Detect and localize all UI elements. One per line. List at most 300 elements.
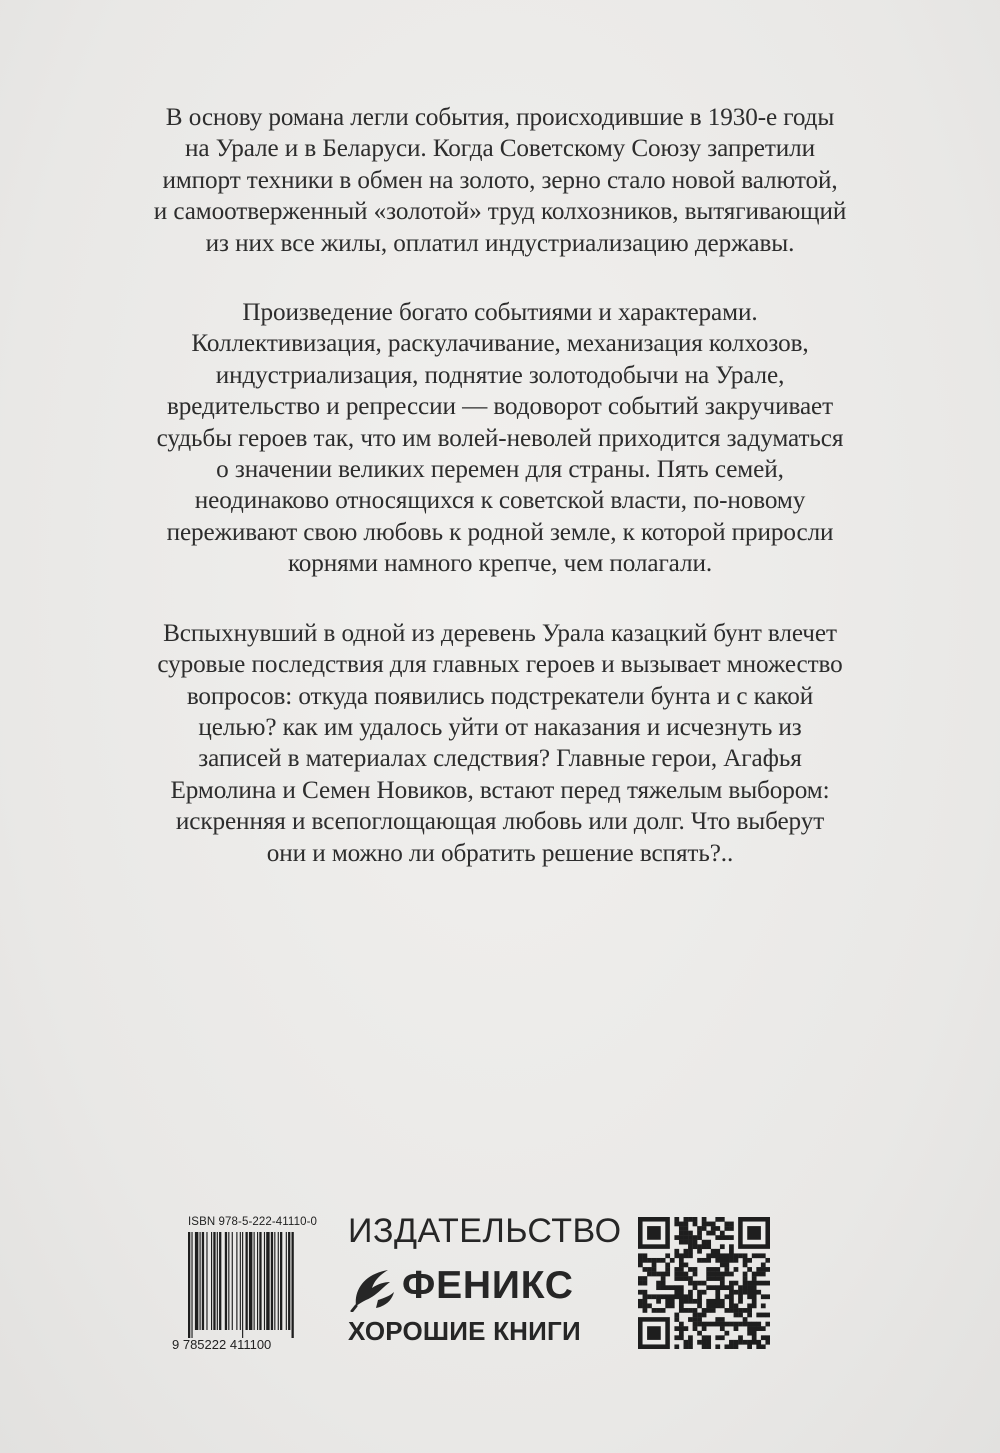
qr-module xyxy=(715,1290,720,1295)
qr-module xyxy=(752,1272,757,1277)
qr-module xyxy=(761,1281,766,1286)
barcode-bar xyxy=(200,1232,201,1330)
qr-module xyxy=(679,1226,684,1231)
qr-module xyxy=(720,1276,725,1281)
qr-module xyxy=(643,1294,648,1299)
qr-module xyxy=(720,1231,725,1236)
qr-module xyxy=(743,1322,748,1327)
qr-module xyxy=(679,1294,684,1299)
qr-module xyxy=(702,1335,707,1340)
qr-module xyxy=(684,1326,689,1331)
qr-module xyxy=(684,1308,689,1313)
qr-module xyxy=(652,1272,657,1277)
qr-module xyxy=(643,1308,648,1313)
qr-module xyxy=(697,1281,702,1286)
qr-module xyxy=(720,1326,725,1331)
qr-module xyxy=(674,1267,679,1272)
barcode-bar xyxy=(195,1232,198,1330)
qr-module xyxy=(688,1299,693,1304)
qr-module xyxy=(652,1267,657,1272)
qr-module xyxy=(684,1340,689,1345)
qr-module xyxy=(679,1335,684,1340)
qr-module xyxy=(743,1340,748,1345)
qr-module xyxy=(734,1253,739,1258)
barcode-bar xyxy=(249,1232,252,1330)
qr-module xyxy=(734,1267,739,1272)
qr-module xyxy=(724,1272,729,1277)
qr-module xyxy=(697,1294,702,1299)
qr-module xyxy=(693,1272,698,1277)
qr-module xyxy=(729,1294,734,1299)
qr-module xyxy=(688,1276,693,1281)
qr-module xyxy=(679,1276,684,1281)
qr-module xyxy=(734,1322,739,1327)
qr-module xyxy=(670,1258,675,1263)
qr-module xyxy=(706,1285,711,1290)
qr-module xyxy=(665,1303,670,1308)
qr-module xyxy=(652,1258,657,1263)
qr-module xyxy=(656,1294,661,1299)
blurb-text xyxy=(80,102,920,907)
qr-module xyxy=(734,1281,739,1286)
qr-module xyxy=(674,1235,679,1240)
qr-module xyxy=(652,1294,657,1299)
qr-module xyxy=(711,1267,716,1272)
qr-module xyxy=(684,1222,689,1227)
qr-module xyxy=(765,1267,770,1272)
qr-module xyxy=(734,1340,739,1345)
qr-module xyxy=(702,1290,707,1295)
qr-module xyxy=(711,1303,716,1308)
blurb-line: В основу романа легли события, происходившие в 1930-е годы xyxy=(165,104,835,131)
qr-module xyxy=(656,1299,661,1304)
barcode-bar xyxy=(206,1232,207,1330)
qr-module xyxy=(665,1267,670,1272)
publisher-name-row xyxy=(348,1262,630,1312)
qr-module xyxy=(706,1258,711,1263)
qr-module xyxy=(679,1322,684,1327)
qr-module xyxy=(693,1267,698,1272)
blurb-line: записей в материалах следствия? Главные герои, Агафья xyxy=(198,745,802,773)
qr-module xyxy=(661,1272,666,1277)
qr-module xyxy=(729,1322,734,1327)
qr-module xyxy=(720,1235,725,1240)
qr-module xyxy=(738,1322,743,1327)
qr-module xyxy=(706,1231,711,1236)
qr-module xyxy=(724,1294,729,1299)
qr-module xyxy=(724,1263,729,1268)
qr-module xyxy=(706,1222,711,1227)
qr-module xyxy=(752,1290,757,1295)
qr-module xyxy=(752,1281,757,1286)
qr-module xyxy=(652,1308,657,1313)
qr-module xyxy=(688,1235,693,1240)
qr-module xyxy=(738,1253,743,1258)
barcode-bar xyxy=(225,1232,227,1330)
qr-module xyxy=(752,1276,757,1281)
barcode-bar xyxy=(274,1232,275,1330)
barcode-bar xyxy=(246,1232,248,1330)
qr-module xyxy=(724,1331,729,1336)
blurb-line: целью? как им удалось уйти от наказания и исчезнуть из xyxy=(198,713,802,741)
qr-finder-core xyxy=(647,1226,661,1240)
qr-module xyxy=(715,1217,720,1222)
qr-module xyxy=(706,1308,711,1313)
qr-module xyxy=(734,1290,739,1295)
qr-module xyxy=(638,1281,643,1286)
qr-module xyxy=(747,1281,752,1286)
qr-module xyxy=(679,1326,684,1331)
blurb-line: судьбы героев так, что им волей-неволей приходится задуматься xyxy=(156,424,844,452)
qr-module xyxy=(734,1344,739,1349)
qr-module xyxy=(729,1222,734,1227)
qr-module xyxy=(715,1249,720,1254)
qr-code-icon xyxy=(638,1217,770,1349)
blurb-line: вредительство и репрессии — водоворот событий закручивает xyxy=(166,393,834,421)
barcode-bars xyxy=(188,1232,334,1338)
qr-module xyxy=(711,1231,716,1236)
qr-module xyxy=(756,1322,761,1327)
qr-module xyxy=(661,1258,666,1263)
qr-module xyxy=(697,1299,702,1304)
qr-module xyxy=(643,1276,648,1281)
qr-module xyxy=(688,1340,693,1345)
qr-module xyxy=(688,1308,693,1313)
qr-module xyxy=(661,1281,666,1286)
blurb-line: Вспыхнувший в одной из деревень Урала казацкий бунт влечет xyxy=(163,619,837,647)
qr-module xyxy=(679,1290,684,1295)
qr-module xyxy=(688,1344,693,1349)
qr-module xyxy=(684,1240,689,1245)
qr-module xyxy=(729,1285,734,1290)
qr-module xyxy=(711,1222,716,1227)
qr-module xyxy=(743,1276,748,1281)
blurb-paragraph xyxy=(80,618,920,869)
qr-module xyxy=(674,1217,679,1222)
qr-module xyxy=(638,1303,643,1308)
qr-module xyxy=(688,1290,693,1295)
qr-module xyxy=(729,1344,734,1349)
qr-module xyxy=(693,1322,698,1327)
qr-module xyxy=(711,1308,716,1313)
qr-module xyxy=(702,1340,707,1345)
qr-module xyxy=(715,1285,720,1290)
qr-module xyxy=(738,1340,743,1345)
blurb-line: корнями намного крепче, чем полагали. xyxy=(287,550,713,578)
qr-module xyxy=(715,1253,720,1258)
qr-module xyxy=(752,1326,757,1331)
barcode-bar xyxy=(264,1232,265,1330)
qr-module xyxy=(720,1217,725,1222)
qr-module xyxy=(665,1299,670,1304)
qr-module xyxy=(711,1272,716,1277)
qr-module xyxy=(706,1303,711,1308)
qr-module xyxy=(684,1235,689,1240)
qr-module xyxy=(693,1240,698,1245)
blurb-line: Коллективизация, раскулачивание, механизация колхозов, xyxy=(191,330,809,358)
qr-module xyxy=(684,1253,689,1258)
qr-module xyxy=(693,1313,698,1318)
qr-module xyxy=(765,1294,770,1299)
qr-module xyxy=(670,1303,675,1308)
qr-module xyxy=(761,1263,766,1268)
qr-module xyxy=(693,1326,698,1331)
isbn-label: ISBN 978-5-222-41110-0 xyxy=(188,1216,317,1228)
qr-module xyxy=(670,1299,675,1304)
qr-module xyxy=(738,1294,743,1299)
qr-module xyxy=(679,1235,684,1240)
qr-module xyxy=(752,1335,757,1340)
qr-module xyxy=(756,1290,761,1295)
barcode-bar xyxy=(191,1232,192,1338)
qr-module xyxy=(647,1258,652,1263)
qr-module xyxy=(706,1335,711,1340)
publisher-line1: ИЗДАТЕЛЬСТВО xyxy=(348,1212,622,1250)
qr-module xyxy=(715,1344,720,1349)
qr-module xyxy=(684,1226,689,1231)
qr-module xyxy=(724,1235,729,1240)
qr-module xyxy=(674,1313,679,1318)
isbn-barcode xyxy=(172,1216,334,1352)
publisher-name: ФЕНИКС xyxy=(402,1264,574,1307)
qr-module xyxy=(752,1303,757,1308)
barcode-bar xyxy=(278,1232,279,1330)
qr-module xyxy=(688,1217,693,1222)
barcode-bar xyxy=(213,1232,215,1330)
qr-module xyxy=(738,1290,743,1295)
qr-module xyxy=(765,1340,770,1345)
qr-module xyxy=(715,1317,720,1322)
qr-module xyxy=(688,1267,693,1272)
qr-module xyxy=(697,1317,702,1322)
qr-module xyxy=(702,1217,707,1222)
qr-module xyxy=(684,1344,689,1349)
barcode-bar xyxy=(202,1232,204,1330)
qr-module xyxy=(688,1294,693,1299)
qr-module xyxy=(752,1299,757,1304)
qr-module xyxy=(693,1285,698,1290)
qr-module xyxy=(720,1317,725,1322)
qr-module xyxy=(679,1308,684,1313)
qr-module xyxy=(679,1331,684,1336)
qr-module xyxy=(761,1335,766,1340)
qr-module xyxy=(724,1222,729,1227)
qr-module xyxy=(706,1267,711,1272)
qr-module xyxy=(734,1308,739,1313)
qr-module xyxy=(711,1276,716,1281)
qr-module xyxy=(638,1263,643,1268)
qr-module xyxy=(715,1299,720,1304)
qr-module xyxy=(688,1253,693,1258)
qr-module xyxy=(720,1281,725,1286)
qr-module xyxy=(761,1272,766,1277)
blurb-line: искренняя и всепоглощающая любовь или долг. Что выберут xyxy=(175,808,825,836)
qr-module xyxy=(674,1344,679,1349)
qr-module xyxy=(715,1294,720,1299)
qr-module xyxy=(702,1322,707,1327)
qr-module xyxy=(756,1340,761,1345)
qr-module xyxy=(674,1294,679,1299)
qr-module xyxy=(743,1263,748,1268)
qr-module xyxy=(752,1253,757,1258)
qr-module xyxy=(729,1253,734,1258)
barcode-bar xyxy=(286,1232,287,1330)
qr-module xyxy=(679,1253,684,1258)
qr-module xyxy=(688,1317,693,1322)
qr-module xyxy=(647,1294,652,1299)
qr-module xyxy=(724,1285,729,1290)
qr-module xyxy=(765,1313,770,1318)
qr-module xyxy=(738,1335,743,1340)
qr-module xyxy=(715,1272,720,1277)
qr-module xyxy=(747,1294,752,1299)
qr-module xyxy=(743,1272,748,1277)
barcode-digits: 9 785222 411100 xyxy=(172,1337,272,1352)
qr-module xyxy=(724,1258,729,1263)
blurb-line: импорт техники в обмен на золото, зерно стало новой валютой, xyxy=(162,166,838,194)
qr-module xyxy=(743,1317,748,1322)
qr-module xyxy=(747,1290,752,1295)
qr-module xyxy=(693,1217,698,1222)
qr-module xyxy=(679,1240,684,1245)
qr-module xyxy=(661,1276,666,1281)
feather-logo-icon xyxy=(348,1266,398,1312)
qr-module xyxy=(761,1344,766,1349)
qr-module xyxy=(747,1344,752,1349)
blurb-line: вопросов: откуда появились подстрекатели бунта и с какой xyxy=(186,682,814,710)
qr-module xyxy=(729,1272,734,1277)
qr-module xyxy=(679,1299,684,1304)
qr-module xyxy=(724,1322,729,1327)
qr-module xyxy=(738,1285,743,1290)
qr-module xyxy=(734,1258,739,1263)
barcode-bar xyxy=(240,1232,241,1330)
qr-module xyxy=(756,1344,761,1349)
blurb-line: суровые последствия для главных героев и вызывает множество xyxy=(157,651,843,679)
barcode-bar xyxy=(259,1232,261,1330)
qr-module xyxy=(724,1226,729,1231)
qr-module xyxy=(702,1258,707,1263)
qr-module xyxy=(734,1303,739,1308)
qr-module xyxy=(711,1285,716,1290)
qr-module xyxy=(656,1281,661,1286)
qr-module xyxy=(643,1258,648,1263)
qr-module xyxy=(688,1240,693,1245)
qr-module xyxy=(724,1344,729,1349)
qr-module xyxy=(729,1235,734,1240)
qr-module xyxy=(697,1331,702,1336)
qr-module xyxy=(661,1285,666,1290)
qr-module xyxy=(706,1340,711,1345)
qr-module xyxy=(702,1244,707,1249)
qr-module xyxy=(638,1258,643,1263)
qr-module xyxy=(765,1281,770,1286)
qr-module xyxy=(665,1285,670,1290)
qr-module xyxy=(734,1326,739,1331)
qr-module xyxy=(647,1272,652,1277)
qr-module xyxy=(711,1299,716,1304)
qr-module xyxy=(656,1308,661,1313)
blurb-line: о значении великих перемен для страны. Пять семей, xyxy=(216,456,784,484)
qr-module xyxy=(638,1276,643,1281)
qr-module xyxy=(684,1272,689,1277)
qr-module xyxy=(684,1217,689,1222)
qr-module xyxy=(684,1276,689,1281)
qr-module xyxy=(743,1281,748,1286)
qr-module xyxy=(720,1335,725,1340)
qr-module xyxy=(752,1340,757,1345)
publisher-slogan: ХОРОШИЕ КНИГИ xyxy=(348,1316,581,1346)
qr-module xyxy=(684,1263,689,1268)
qr-module xyxy=(684,1249,689,1254)
barcode-bar xyxy=(280,1232,282,1330)
qr-module xyxy=(756,1267,761,1272)
qr-module xyxy=(638,1299,643,1304)
qr-module xyxy=(752,1331,757,1336)
qr-module xyxy=(756,1253,761,1258)
qr-module xyxy=(679,1263,684,1268)
qr-module xyxy=(720,1285,725,1290)
qr-module xyxy=(697,1313,702,1318)
qr-module xyxy=(702,1313,707,1318)
qr-module xyxy=(706,1322,711,1327)
qr-module xyxy=(720,1299,725,1304)
qr-module xyxy=(720,1258,725,1263)
qr-module xyxy=(643,1281,648,1286)
qr-module xyxy=(743,1308,748,1313)
qr-module xyxy=(720,1244,725,1249)
barcode-bar xyxy=(271,1232,273,1330)
qr-module xyxy=(674,1317,679,1322)
qr-module xyxy=(643,1290,648,1295)
qr-module xyxy=(765,1322,770,1327)
qr-module xyxy=(729,1340,734,1345)
qr-module xyxy=(702,1281,707,1286)
barcode-bar xyxy=(188,1232,190,1338)
qr-module xyxy=(711,1322,716,1327)
qr-module xyxy=(729,1299,734,1304)
blurb-line: индустриализация, поднятие золотодобычи на Урале, xyxy=(215,361,785,389)
qr-module xyxy=(656,1258,661,1263)
qr-module xyxy=(638,1253,643,1258)
qr-module xyxy=(656,1285,661,1290)
qr-module xyxy=(715,1303,720,1308)
barcode-bar xyxy=(211,1232,212,1330)
qr-module xyxy=(752,1294,757,1299)
qr-module xyxy=(761,1313,766,1318)
qr-module xyxy=(747,1322,752,1327)
qr-module xyxy=(679,1231,684,1236)
qr-module xyxy=(706,1299,711,1304)
qr-module xyxy=(647,1267,652,1272)
qr-module xyxy=(720,1272,725,1277)
qr-module xyxy=(643,1267,648,1272)
qr-module xyxy=(761,1253,766,1258)
qr-module xyxy=(761,1326,766,1331)
qr-module xyxy=(688,1231,693,1236)
qr-module xyxy=(679,1303,684,1308)
qr-module xyxy=(679,1285,684,1290)
qr-module xyxy=(688,1335,693,1340)
qr-module xyxy=(693,1317,698,1322)
qr-module xyxy=(715,1335,720,1340)
qr-module xyxy=(715,1235,720,1240)
qr-module xyxy=(747,1303,752,1308)
barcode-bar xyxy=(242,1232,243,1338)
qr-module xyxy=(688,1244,693,1249)
qr-module xyxy=(747,1331,752,1336)
qr-module xyxy=(729,1258,734,1263)
